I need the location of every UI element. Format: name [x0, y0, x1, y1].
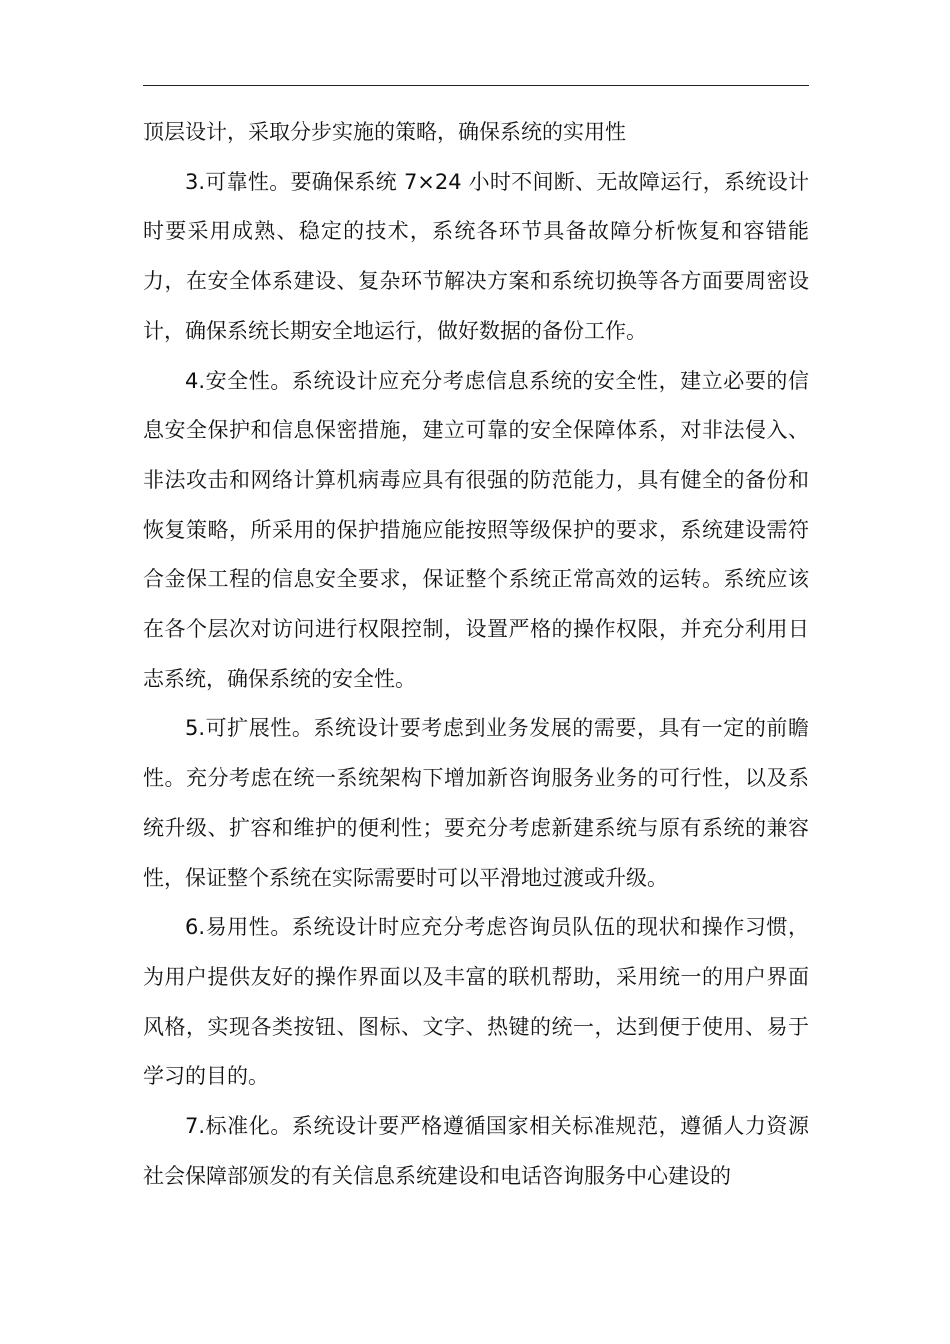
body-text: [143, 108, 809, 1201]
paragraph-security: 4.安全性。系统设计应充分考虑信息系统的安全性，建立必要的信息安全保护和信息保密措施，建立可靠的安全保障体系，对非法侵入、非法攻击和网络计算机病毒应具有很强的防范能力，具有健全的备份和恢复策略，所采用的保护措施应能按照等级保护的要求，系统建设需符合金保工程的信息安全要求，保证整个系统正常高效的运转。系统应该在各个层次对访问进行权限控制，设置严格的操作权限，并充分利用日志系统，确保系统的安全性。: [143, 368, 809, 691]
paragraph-standardization: 7.标准化。系统设计要严格遵循国家相关标准规范，遵循人力资源社会保障部颁发的有关信息系统建设和电话咨询服务中心建设的: [143, 1114, 809, 1188]
paragraph-scalability: 5.可扩展性。系统设计要考虑到业务发展的需要，具有一定的前瞻性。充分考虑在统一系统架构下增加新咨询服务业务的可行性，以及系统升级、扩容和维护的便利性；要充分考虑新建系统与原有系统的兼容性，保证整个系统在实际需要时可以平滑地过渡或升级。: [143, 716, 809, 890]
header-rule: [143, 85, 809, 86]
paragraph-continuation: 顶层设计，采取分步实施的策略，确保系统的实用性: [143, 120, 626, 144]
paragraph-usability: 6.易用性。系统设计时应充分考虑咨询员队伍的现状和操作习惯，为用户提供友好的操作界面以及丰富的联机帮助，采用统一的用户界面风格，实现各类按钮、图标、文字、热键的统一，达到便于使用、易于学习的目的。: [143, 915, 809, 1089]
paragraph-reliability: 3.可靠性。要确保系统 7×24 小时不间断、无故障运行，系统设计时要采用成熟、稳定的技术，系统各环节具备故障分析恢复和容错能力，在安全体系建设、复杂环节解决方案和系统切换等各方面要周密设计，确保系统长期安全地运行，做好数据的备份工作。: [143, 169, 809, 343]
